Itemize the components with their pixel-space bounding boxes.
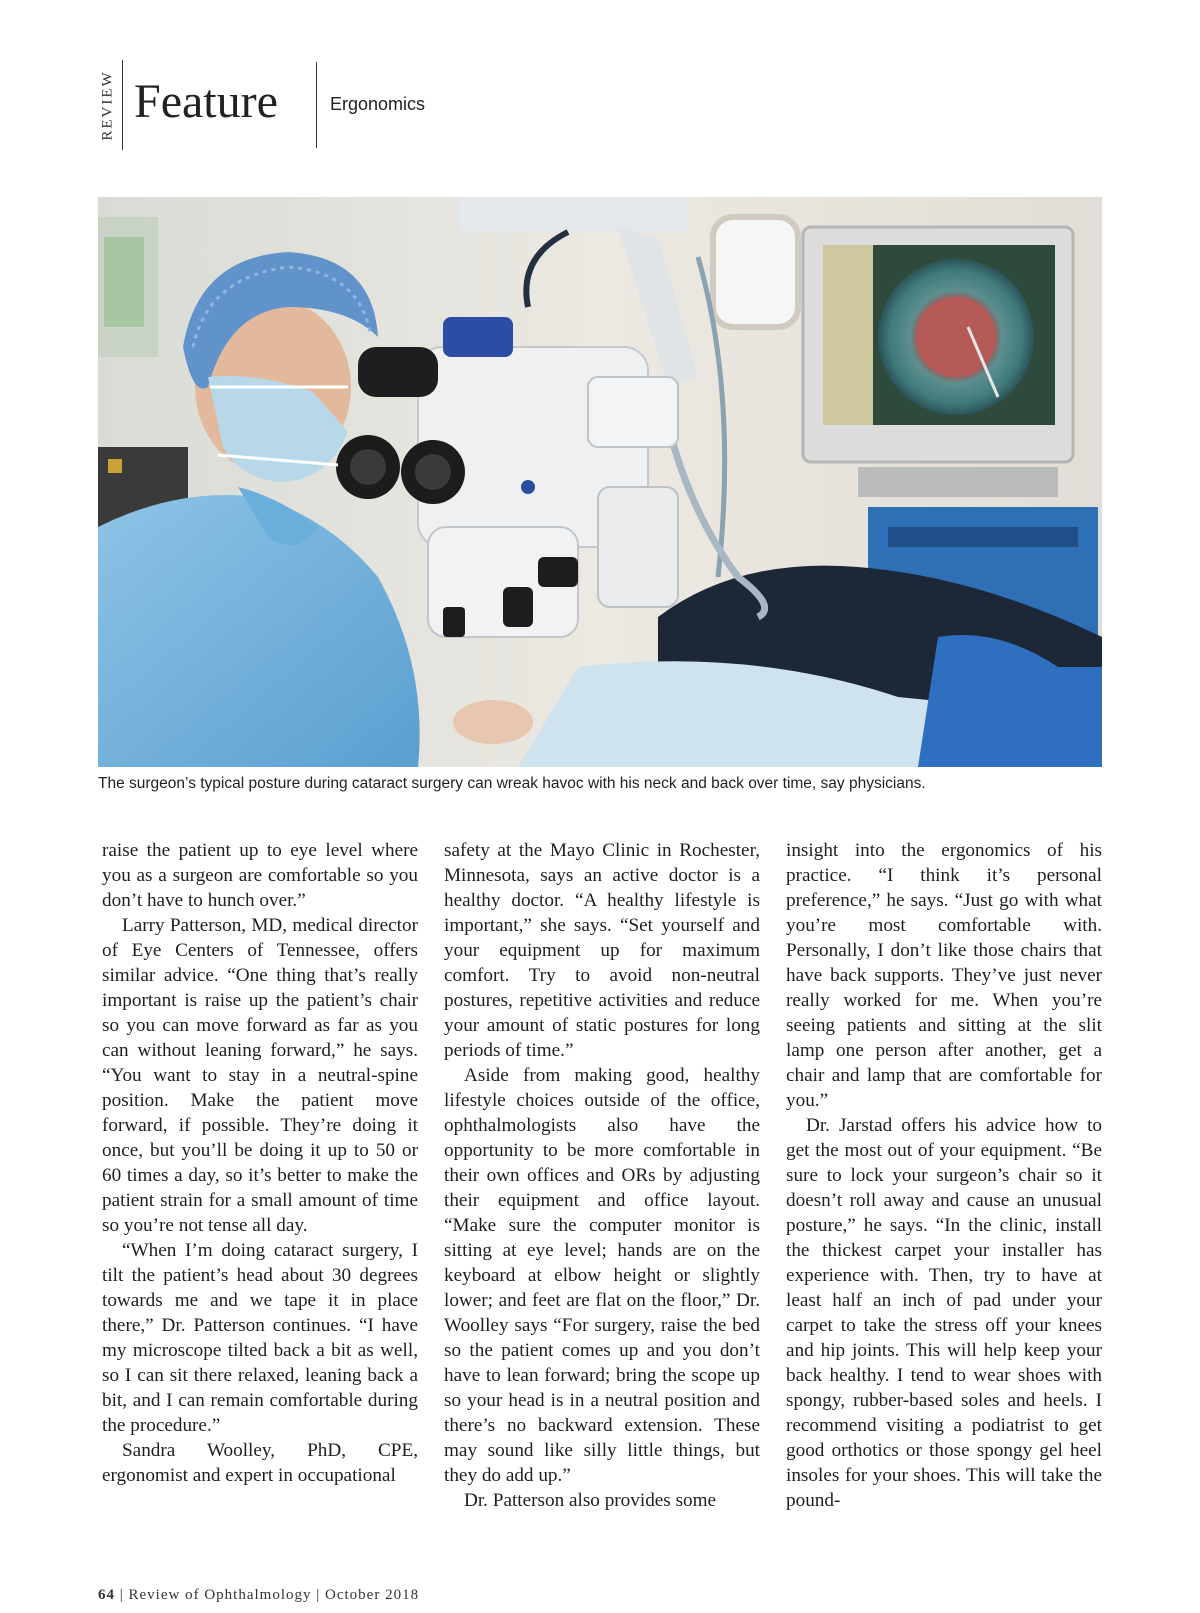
- footer-separator: |: [119, 1587, 124, 1603]
- publication-name: Review of Ophthalmology: [128, 1587, 312, 1603]
- footer-separator: |: [316, 1587, 321, 1603]
- review-label-text: REVIEW: [99, 69, 116, 141]
- article-column-3: [786, 838, 1102, 1513]
- header-divider-left: [122, 60, 123, 150]
- paragraph: raise the patient up to eye level where you as a surgeon are comfortable so you don’t have to hunch over.”: [102, 840, 418, 911]
- photo-caption: The surgeon’s typical posture during cataract surgery can wreak havoc with his neck and back over time, say physicians.: [98, 775, 926, 792]
- paragraph: Sandra Woolley, PhD, CPE, ergonomist and expert in occupational: [102, 1440, 418, 1486]
- page-footer: [98, 1587, 419, 1604]
- paragraph: Larry Patterson, MD, medical director of Eye Centers of Tennessee, offers similar advice. “One thing that’s really important is raise up the patient’s chair so you can move forward as far as you can without leaning forward,” he says. “You want to stay in a neutral-spine position. Make the patient move forward, if possible. They’re doing it once, but you’ll be doing it up to 50 or 60 times a day, so it’s better to make the patient strain for a small amount of time so you’re not tense all day.: [102, 915, 418, 1236]
- header-divider-right: [316, 62, 317, 148]
- article-column-1: [102, 838, 418, 1488]
- article-column-2: [444, 838, 760, 1513]
- paragraph: Dr. Patterson also provides some: [464, 1490, 717, 1511]
- page-number: 64: [98, 1587, 115, 1603]
- paragraph: safety at the Mayo Clinic in Rochester, Minnesota, says an active doctor is a healthy doctor. “A healthy lifestyle is important,” she says. “Set yourself and your equipment up for maximum comfort. Try to avoid non-neutral postures, repetitive activities and reduce your amount of static postures for long periods of time.”: [444, 840, 760, 1061]
- paragraph: Aside from making good, healthy lifestyle choices outside of the office, ophthalmologists also have the opportunity to be more comfortable in their own offices and ORs by adjusting their equipment and office layout. “Make sure the computer monitor is sitting at eye level; hands are on the keyboard at elbow height or slightly lower; and feet are flat on the floor,” Dr. Woolley says “For surgery, raise the bed so the patient comes up and you don’t have to lean forward; bring the scope up so your head is in a neutral position and there’s no backward extension. These may sound like silly little things, but they do add up.”: [444, 1065, 760, 1486]
- section-label: Ergonomics: [330, 94, 426, 114]
- review-label: [98, 62, 118, 148]
- surgery-photo-illustration: [98, 197, 1102, 767]
- paragraph: insight into the ergonomics of his practice. “I think it’s personal preference,” he says. “Just go with what you’re most comfortable with. Personally, I don’t like those chairs that have back supports. They’ve just never really worked for me. When you’re seeing patients and sitting at the slit lamp one person after another, get a chair and lamp that are comfortable for you.”: [786, 840, 1102, 1111]
- paragraph: “When I’m doing cataract surgery, I tilt the patient’s head about 30 degrees towards me and we tape it in place there,” Dr. Patterson continues. “I have my microscope tilted back a bit as well, so I can sit there relaxed, leaning back a bit, and I can remain comfortable during the procedure.”: [102, 1240, 418, 1436]
- feature-heading: Feature: [134, 75, 278, 128]
- paragraph: Dr. Jarstad offers his advice how to get the most out of your equipment. “Be sure to lock your surgeon’s chair so it doesn’t roll away and cause an unusual posture,” he says. “In the clinic, install the thickest carpet your installer has experience with. Then, try to have at least half an inch of pad under your carpet to take the stress off your knees and hip joints. This will help keep your back healthy. I tend to wear shoes with spongy, rubber-based soles and heels. I recommend visiting a podiatrist to get good orthotics or those spongy gel heel insoles for your shoes. This will take the pound-: [786, 1115, 1102, 1511]
- issue-date: October 2018: [325, 1587, 420, 1603]
- article-photo: [98, 197, 1102, 767]
